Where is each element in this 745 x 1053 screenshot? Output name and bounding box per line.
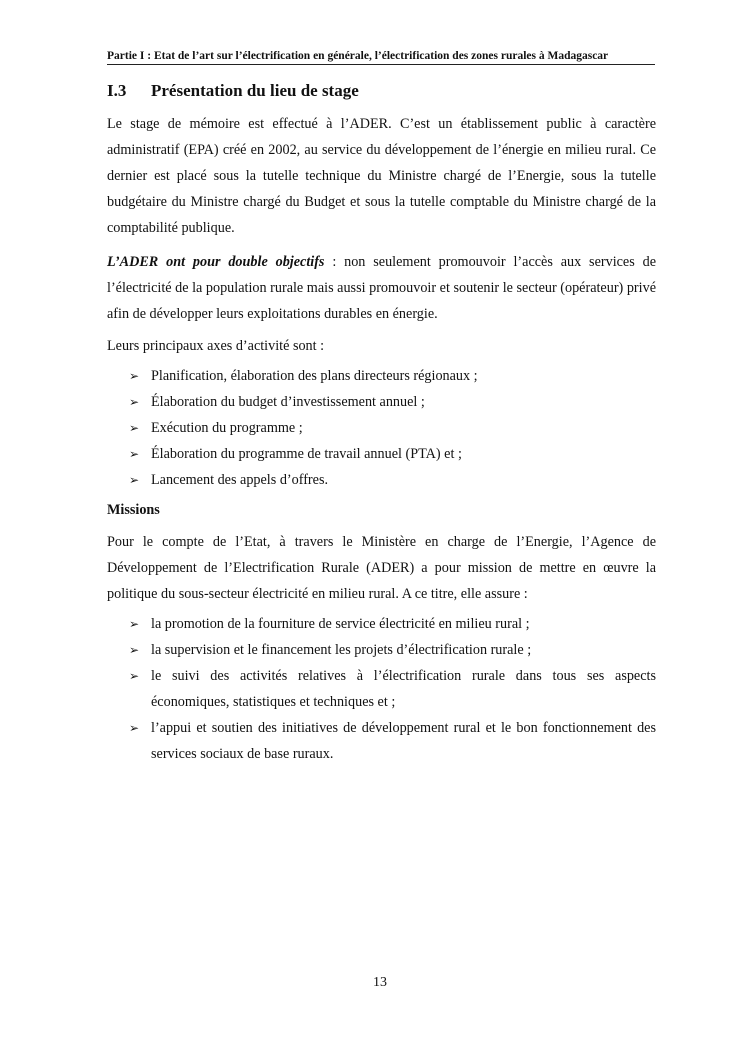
running-header: Partie I : Etat de l’art sur l’électrification en générale, l’électrification des zones rurales à Madagascar	[107, 50, 655, 65]
page-number: 13	[373, 975, 387, 990]
arrow-bullet-icon: ➢	[129, 447, 140, 461]
arrow-bullet-icon: ➢	[129, 473, 140, 487]
arrow-bullet-icon: ➢	[129, 617, 140, 631]
activities-list	[107, 363, 656, 493]
list-item: ➢ Lancement des appels d’offres.	[107, 467, 656, 493]
objectives-paragraph	[107, 249, 656, 327]
list-item: ➢ Planification, élaboration des plans directeurs régionaux ;	[107, 363, 656, 389]
arrow-bullet-icon: ➢	[129, 643, 140, 657]
section-number: I.3	[107, 81, 127, 100]
list-item: ➢ Élaboration du programme de travail annuel (PTA) et ;	[107, 441, 656, 467]
arrow-bullet-icon: ➢	[129, 395, 140, 409]
activities-lead: Leurs principaux axes d’activité sont :	[107, 338, 325, 354]
objectives-emphasis: L’ADER ont pour double objectifs	[107, 254, 325, 270]
arrow-bullet-icon: ➢	[129, 421, 140, 435]
list-item: ➢ la supervision et le financement les projets d’électrification rurale ;	[107, 637, 656, 663]
arrow-bullet-icon: ➢	[129, 721, 140, 735]
list-item: ➢ Exécution du programme ;	[107, 415, 656, 441]
arrow-bullet-icon: ➢	[129, 669, 140, 683]
page-content	[107, 79, 656, 767]
objectives-text: : non seulement promouvoir l’accès aux services de l’électricité de la population rurale mais aussi promouvoir et soutenir le secteur (opérateur) privé afin de développer leurs exploitations durables en énergie.	[107, 254, 656, 322]
missions-intro: Pour le compte de l’Etat, à travers le Ministère en charge de l’Energie, l’Agence de Développement de l’Electrification Rurale (ADER) a pour mission de mettre en œuvre la politique du sous-secteur électricité en milieu rural. A ce titre, elle assure :	[107, 534, 656, 602]
missions-list	[107, 611, 656, 767]
list-item: ➢ la promotion de la fourniture de service électricité en milieu rural ;	[107, 611, 656, 637]
intro-paragraph: Le stage de mémoire est effectué à l’ADER. C’est un établissement public à caractère administratif (EPA) créé en 2002, au service du développement de l’énergie en milieu rural. Ce dernier est placé sous la tutelle technique du Ministre chargé de l’Energie, sous la tutelle budgétaire du Ministre chargé du Budget et sous la tutelle comptable du Ministre chargé de la comptabilité publique.	[107, 116, 656, 236]
section-heading	[107, 79, 656, 103]
arrow-bullet-icon: ➢	[129, 369, 140, 383]
list-item: ➢ Élaboration du budget d’investissement annuel ;	[107, 389, 656, 415]
list-item: ➢ le suivi des activités relatives à l’électrification rurale dans tous ses aspects économiques, statistiques et techniques et ;	[107, 663, 656, 715]
missions-heading: Missions	[107, 502, 160, 518]
section-title: Présentation du lieu de stage	[151, 81, 359, 100]
list-item: ➢ l’appui et soutien des initiatives de développement rural et le bon fonctionnement des services sociaux de base ruraux.	[107, 715, 656, 767]
